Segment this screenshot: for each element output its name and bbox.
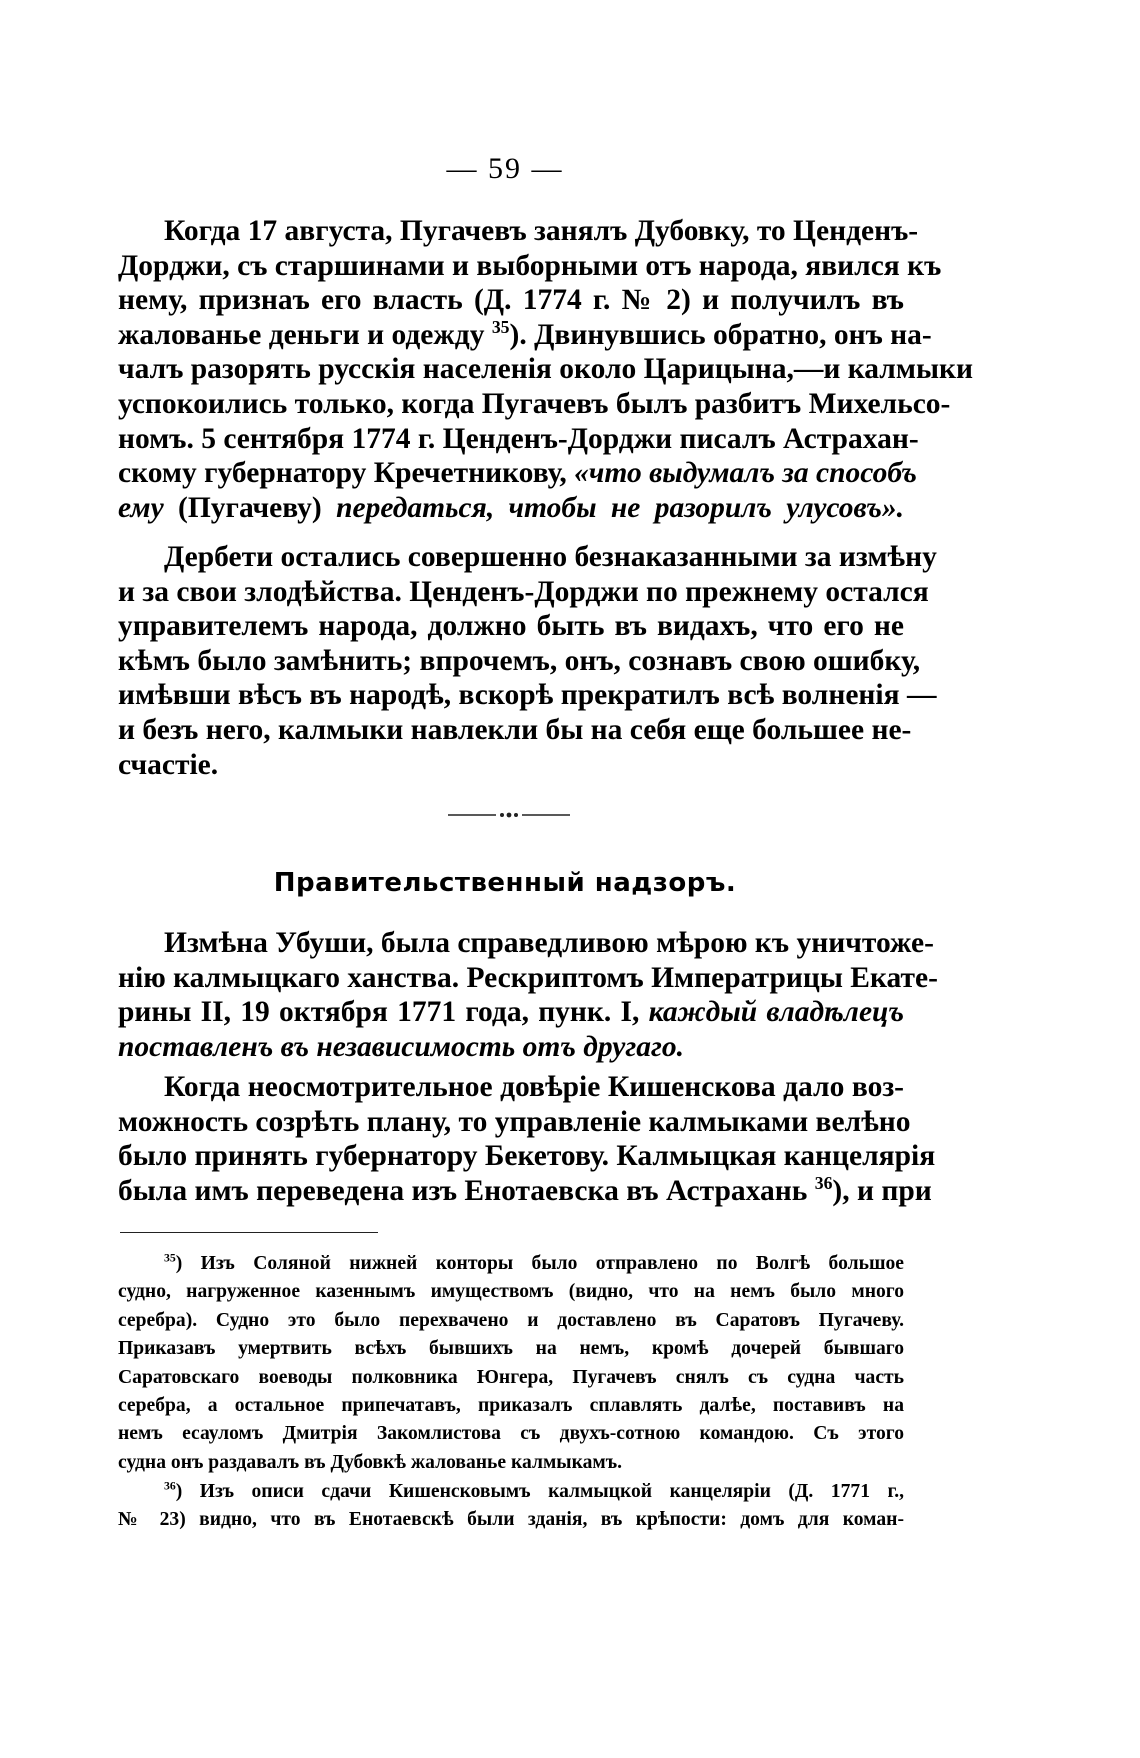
paragraph-4 xyxy=(118,1070,936,1208)
italic-quote: передаться, чтобы не разорилъ улусовъ». xyxy=(336,491,904,524)
text-line: кѣмъ было замѣнить; впрочемъ, онъ, сознавъ свою ошибку, xyxy=(118,644,921,677)
italic-quote: «что выдумалъ за способъ xyxy=(574,457,917,490)
text-line: Дорджи, съ старшинами и выборными отъ народа, явился къ xyxy=(118,249,942,282)
text-line: и за свои злодѣйства. Ценденъ-Дорджи по прежнему остался xyxy=(118,575,929,608)
footnote-line: судно, нагруженное казеннымъ имуществомъ (видно, что на немъ было много xyxy=(118,1281,904,1303)
text-line: поставленъ въ независимость отъ другаго. xyxy=(118,1030,685,1063)
italic-phrase: каждый владѣлецъ xyxy=(648,996,904,1029)
text-line xyxy=(118,316,932,353)
footnote-line: серебра). Судно это было перехвачено и доставлено въ Саратовъ Пугачеву. xyxy=(118,1309,904,1331)
footnote-line: немъ есауломъ Дмитрія Закомлистова съ двухъ-сотною командою. Съ этого xyxy=(118,1423,904,1445)
footnote-line: Саратовскаго воеводы полковника Юнгера, Пугачевъ снялъ съ судна часть xyxy=(118,1366,904,1388)
footnote-line xyxy=(118,1478,904,1506)
paragraph-1 xyxy=(118,214,973,525)
text-line xyxy=(118,995,904,1030)
text-line: было принять губернатору Бекетову. Калмыцкая канцелярія xyxy=(118,1140,936,1173)
text-fragment: ), и при xyxy=(832,1174,932,1207)
footnote-line xyxy=(118,1250,904,1278)
text-line: нію калмыцкаго ханства. Рескриптомъ Императрицы Екате- xyxy=(118,961,938,994)
text-line: успокоились только, когда Пугачевъ былъ разбитъ Михельсо- xyxy=(118,387,951,420)
text-fragment: ) Изъ описи сдачи Кишенсковымъ калмыцкой канцеляріи (Д. 1771 г., xyxy=(175,1481,904,1502)
text-line xyxy=(118,456,917,491)
text-line xyxy=(118,1172,932,1209)
paragraph-2 xyxy=(118,540,937,782)
italic-quote: ему xyxy=(118,491,164,524)
text-fragment: была имъ переведена изъ Енотаевска въ Астрахань xyxy=(118,1174,808,1207)
footnote-ref-35: 35 xyxy=(491,316,510,337)
text-line: номъ. 5 сентября 1774 г. Ценденъ-Дорджи писалъ Астрахан- xyxy=(118,422,919,455)
text-fragment: скому губернатору Кречетникову, xyxy=(118,457,575,490)
footnote-36 xyxy=(118,1478,904,1535)
text-fragment: ) Изъ Соляной нижней конторы было отправлено по Волгѣ большое xyxy=(175,1253,904,1274)
footnote-ref-36: 36 xyxy=(814,1172,833,1193)
paragraph-3 xyxy=(118,926,938,1064)
footnote-mark: 36 xyxy=(164,1479,176,1493)
text-line xyxy=(118,491,904,526)
text-line: счастіе. xyxy=(118,748,219,781)
text-fragment: рины II, 19 октября 1771 года, пунк. I, xyxy=(118,996,649,1029)
text-line: чалъ разорять русскія населенія около Царицына,—и калмыки xyxy=(118,353,973,386)
text-fragment: ). Двинувшись обратно, онъ на- xyxy=(509,318,932,351)
text-line: и безъ него, калмыки навлекли бы на себя еще большее не- xyxy=(118,713,912,746)
page-number: — 59 — xyxy=(446,152,564,185)
text-fragment: (Пугачеву) xyxy=(163,491,337,524)
footnote-35 xyxy=(118,1250,904,1477)
section-heading: Правительственный надзоръ. xyxy=(273,868,737,898)
text-line: имѣвши вѣсъ въ народѣ, вскорѣ прекратилъ всѣ волненія — xyxy=(118,679,937,712)
text-line: нему, признаъ его власть (Д. 1774 г. № 2) и получилъ въ xyxy=(118,284,904,317)
text-line: можность созрѣть плану, то управленіе калмыками велѣно xyxy=(118,1105,911,1138)
text-line: управителемъ народа, должно быть въ видахъ, что его не xyxy=(118,610,904,643)
text-line: Измѣна Убуши, была справедливою мѣрою къ уничтоже- xyxy=(164,927,934,959)
footnote-mark: 35 xyxy=(164,1251,176,1265)
text-fragment: жалованье деньги и одежду xyxy=(118,318,485,351)
footnote-separator xyxy=(120,1232,378,1233)
text-line: Когда 17 августа, Пугачевъ занялъ Дубовку, то Ценденъ- xyxy=(164,215,919,247)
ornament-divider xyxy=(448,812,570,818)
text-line: Когда неосмотрительное довѣріе Кишенскова дало воз- xyxy=(164,1071,904,1103)
text-line: Дербети остались совершенно безнаказанными за измѣну xyxy=(164,541,937,573)
footnote-line: № 23) видно, что въ Енотаевскѣ были зданія, въ крѣпости: домъ для коман- xyxy=(118,1509,904,1531)
footnote-line: Приказавъ умертвить всѣхъ бывшихъ на немъ, кромѣ дочерей бывшаго xyxy=(118,1338,904,1360)
footnote-line: серебра, а остальное припечатавъ, приказалъ сплавлять далѣе, поставивъ на xyxy=(118,1395,904,1417)
footnote-line: судна онъ раздавалъ въ Дубовкѣ жалованье калмыкамъ. xyxy=(118,1451,623,1473)
